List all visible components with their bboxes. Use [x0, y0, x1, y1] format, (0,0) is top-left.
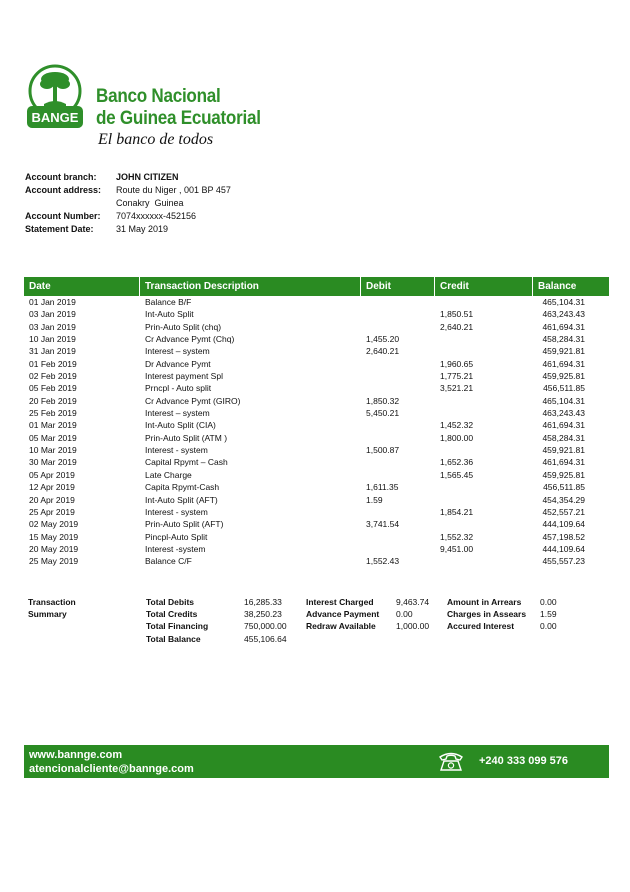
total-debits-value: 16,285.33 [244, 597, 282, 607]
row-debit [361, 382, 435, 394]
row-balance: 459,921.81 [542, 445, 585, 456]
row-description: Interest – system [145, 346, 210, 357]
row-debit: 3,741.54 [366, 519, 400, 530]
row-date: 02 Feb 2019 [29, 371, 77, 382]
account-number-label: Account Number: [25, 211, 101, 221]
accrued-interest-value: 0.00 [540, 621, 557, 632]
row-description: Prncpl - Auto split [145, 383, 212, 394]
row-balance: 461,694.31 [542, 420, 585, 431]
row-balance: 444,109.64 [542, 543, 585, 554]
row-credit: 1,850.51 [440, 309, 474, 320]
total-financing-value: 750,000.00 [244, 621, 287, 632]
row-credit [435, 518, 533, 530]
header-debit: Debit [361, 277, 435, 296]
row-balance: 459,925.81 [542, 371, 585, 382]
summary-col2-labels [306, 596, 379, 633]
row-description: Prin-Auto Split (ATM ) [145, 432, 228, 443]
table-row [24, 333, 609, 345]
row-credit [435, 555, 533, 567]
summary-col3-labels [447, 596, 526, 633]
account-branch-label: Account branch: [25, 172, 97, 182]
table-row [24, 543, 609, 555]
row-date: 15 May 2019 [29, 531, 79, 542]
account-branch-value: JOHN CITIZEN [116, 172, 179, 182]
row-description: Balance C/F [145, 556, 192, 567]
row-description: Int-Auto Split (CIA) [145, 420, 216, 431]
website-link[interactable]: www.bannge.com [29, 749, 123, 761]
row-credit: 1,960.65 [440, 358, 474, 369]
row-balance: 455,557.23 [542, 556, 585, 567]
total-credits-value: 38,250.23 [244, 609, 282, 620]
row-debit: 2,640.21 [366, 346, 400, 357]
row-debit [361, 308, 435, 320]
row-debit: 1.59 [366, 494, 383, 505]
row-date: 20 Apr 2019 [29, 494, 75, 505]
table-body [24, 296, 609, 568]
row-description: Interest - system [145, 445, 208, 456]
row-credit: 1,652.36 [440, 457, 474, 468]
row-credit [435, 407, 533, 419]
row-date: 01 Feb 2019 [29, 358, 77, 369]
row-date: 10 Mar 2019 [29, 445, 77, 456]
row-balance: 463,243.43 [542, 309, 585, 320]
row-debit [361, 321, 435, 333]
row-description: Prin-Auto Split (AFT) [145, 519, 224, 530]
row-credit [435, 395, 533, 407]
bank-name [96, 86, 261, 130]
table-row [24, 358, 609, 370]
row-balance: 465,104.31 [542, 297, 585, 307]
row-balance: 456,511.85 [543, 383, 585, 394]
row-balance: 458,284.31 [542, 334, 585, 345]
table-row [24, 531, 609, 543]
header-credit: Credit [435, 277, 533, 296]
bank-name-line1: Banco Nacional [96, 86, 221, 107]
table-row [24, 345, 609, 357]
charges-arrears-value: 1.59 [540, 609, 557, 620]
row-date: 02 May 2019 [29, 519, 79, 530]
total-debits-label: Total Debits [146, 597, 195, 607]
row-balance: 459,925.81 [542, 469, 585, 480]
redraw-available-label: Redraw Available [306, 621, 376, 632]
row-credit: 1,854.21 [440, 506, 474, 517]
row-balance: 456,511.85 [543, 482, 585, 493]
account-number-value: 7074xxxxxx-452156 [116, 211, 197, 221]
footer-contact [29, 748, 194, 776]
transactions-table [24, 277, 609, 568]
row-balance: 461,694.31 [542, 321, 585, 332]
row-debit [361, 531, 435, 543]
redraw-available-value: 1,000.00 [396, 621, 430, 632]
row-description: Interest – system [145, 408, 210, 419]
row-credit: 1,565.45 [440, 469, 474, 480]
row-balance: 458,284.31 [542, 432, 585, 443]
amount-arrears-value: 0.00 [540, 597, 557, 607]
row-balance: 461,694.31 [542, 457, 585, 468]
summary-col3-values [540, 596, 557, 633]
row-debit [361, 296, 435, 308]
row-debit: 5,450.21 [366, 408, 400, 419]
table-row [24, 370, 609, 382]
account-info [25, 171, 231, 236]
row-credit [435, 345, 533, 357]
summary-title [28, 596, 76, 620]
row-balance: 444,109.64 [542, 519, 585, 530]
header-date: Date [24, 277, 140, 296]
row-credit [435, 444, 533, 456]
summary-col1-labels [146, 596, 208, 645]
bank-name-line2: de Guinea Ecuatorial [96, 108, 261, 129]
row-credit [435, 333, 533, 345]
row-description: Capital Rpymt – Cash [145, 457, 228, 468]
row-description: Pincpl-Auto Split [145, 531, 208, 542]
table-row [24, 432, 609, 444]
row-debit: 1,611.35 [366, 482, 399, 493]
table-row [24, 382, 609, 394]
row-credit: 9,451.00 [440, 543, 474, 554]
row-date: 31 Jan 2019 [29, 346, 76, 357]
row-date: 01 Jan 2019 [29, 297, 76, 307]
table-row [24, 506, 609, 518]
table-row [24, 444, 609, 456]
phone-number[interactable]: +240 333 099 576 [479, 755, 569, 767]
row-credit [435, 481, 533, 493]
row-date: 05 Feb 2019 [29, 383, 77, 394]
row-debit [361, 469, 435, 481]
table-header [24, 277, 609, 296]
row-balance: 463,243.43 [542, 408, 585, 419]
row-description: Capita Rpymt-Cash [145, 482, 220, 493]
account-address-line1: Route du Niger , 001 BP 457 [116, 185, 231, 195]
row-balance: 465,104.31 [542, 395, 585, 406]
row-debit [361, 432, 435, 444]
row-debit [361, 543, 435, 555]
row-date: 30 Mar 2019 [29, 457, 77, 468]
row-debit: 1,850.32 [366, 395, 400, 406]
table-row [24, 407, 609, 419]
summary-col1-values [244, 596, 287, 645]
row-description: Prin-Auto Split (chq) [145, 321, 222, 332]
row-debit [361, 456, 435, 468]
logo-text: BANGE [31, 110, 79, 125]
summary-col2-values [396, 596, 429, 633]
row-date: 25 Feb 2019 [29, 408, 77, 419]
email-link[interactable]: atencionalcliente@bannge.com [29, 763, 194, 775]
row-credit: 1,800.00 [440, 432, 474, 443]
row-debit: 1,500.87 [366, 445, 400, 456]
summary-title-line2: Summary [28, 609, 67, 620]
total-balance-label: Total Balance [146, 633, 201, 644]
table-row [24, 419, 609, 431]
bank-logo [24, 62, 86, 134]
statement-date-value: 31 May 2019 [116, 224, 169, 234]
row-date: 20 Feb 2019 [29, 395, 77, 406]
row-description: Cr Advance Pymt (GIRO) [145, 395, 241, 406]
row-description: Interest payment Spl [145, 371, 223, 382]
row-credit: 1,452.32 [440, 420, 474, 431]
row-description: Int-Auto Split (AFT) [145, 494, 218, 505]
interest-charged-label: Interest Charged [306, 597, 374, 607]
table-row [24, 296, 609, 308]
advance-payment-value: 0.00 [396, 609, 413, 620]
row-date: 05 Mar 2019 [29, 432, 77, 443]
row-credit: 1,775.21 [440, 371, 474, 382]
row-debit [361, 358, 435, 370]
row-debit: 1,552.43 [366, 556, 400, 567]
advance-payment-label: Advance Payment [306, 609, 380, 620]
table-row [24, 469, 609, 481]
row-balance: 457,198.52 [542, 531, 585, 542]
account-address-label: Account address: [25, 185, 102, 195]
footer-bar [24, 745, 609, 778]
bank-slogan: El banco de todos [98, 131, 214, 148]
row-description: Cr Advance Pymt (Chq) [145, 334, 235, 345]
row-credit [435, 296, 533, 308]
telephone-icon [437, 749, 465, 773]
total-credits-label: Total Credits [146, 609, 198, 620]
table-row [24, 481, 609, 493]
row-date: 05 Apr 2019 [29, 469, 75, 480]
row-credit [435, 494, 533, 506]
table-row [24, 518, 609, 530]
row-credit: 1,552.32 [440, 531, 474, 542]
table-row [24, 395, 609, 407]
row-description: Late Charge [145, 469, 192, 480]
table-row [24, 308, 609, 320]
row-date: 20 May 2019 [29, 543, 79, 554]
row-description: Interest - system [145, 506, 208, 517]
table-row [24, 494, 609, 506]
row-description: Dr Advance Pymt [145, 358, 211, 369]
row-credit: 3,521.21 [440, 383, 474, 394]
row-date: 25 May 2019 [29, 556, 79, 567]
row-balance: 454,354.29 [542, 494, 585, 505]
total-balance-value: 455,106.64 [244, 633, 287, 644]
row-balance: 459,921.81 [542, 346, 585, 357]
row-date: 10 Jan 2019 [29, 334, 76, 345]
charges-arrears-label: Charges in Assears [447, 609, 527, 620]
header-description: Transaction Description [140, 277, 361, 296]
row-date: 03 Jan 2019 [29, 309, 76, 320]
statement-date-label: Statement Date: [25, 224, 94, 234]
row-date: 25 Apr 2019 [29, 506, 75, 517]
row-balance: 461,694.31 [542, 358, 585, 369]
table-row [24, 555, 609, 567]
total-financing-label: Total Financing [146, 621, 209, 632]
table-row [24, 456, 609, 468]
account-address-line2: Conakry Guinea [116, 198, 184, 208]
accrued-interest-label: Accured Interest [447, 621, 515, 632]
interest-charged-value: 9,463.74 [396, 597, 430, 607]
row-balance: 452,557.21 [542, 506, 585, 517]
row-date: 12 Apr 2019 [29, 482, 75, 493]
row-debit [361, 370, 435, 382]
row-credit: 2,640.21 [440, 321, 474, 332]
table-row [24, 321, 609, 333]
row-description: Int-Auto Split [145, 309, 194, 320]
row-date: 03 Jan 2019 [29, 321, 76, 332]
row-date: 01 Mar 2019 [29, 420, 77, 431]
row-debit [361, 506, 435, 518]
amount-arrears-label: Amount in Arrears [447, 597, 522, 607]
row-description: Balance B/F [145, 297, 192, 307]
row-debit [361, 419, 435, 431]
row-debit: 1,455.20 [366, 334, 400, 345]
summary-title-line1: Transaction [28, 597, 76, 607]
header-balance: Balance [538, 281, 577, 292]
row-description: Interest -system [145, 543, 206, 554]
